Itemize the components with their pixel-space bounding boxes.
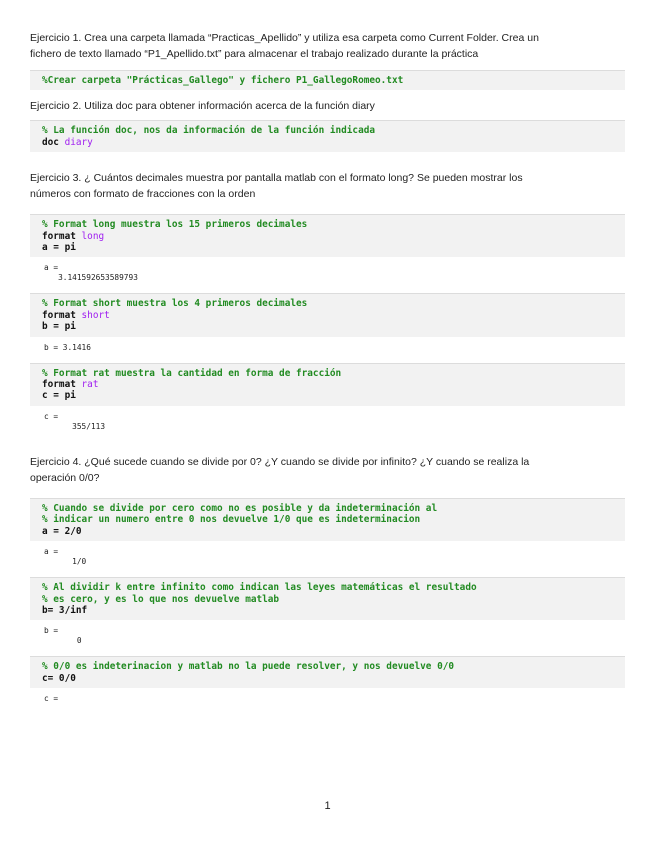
exercise-4-code-zero-zero	[30, 656, 625, 688]
output-line: c =	[44, 694, 59, 704]
code-argument: long	[81, 230, 105, 242]
exercise-1-line-1: Ejercicio 1. Crea una carpeta llamada “Practicas_Apellido” y utiliza esa carpeta como Current Folder. Crea un	[30, 32, 539, 44]
code-command: format	[42, 379, 76, 391]
output-line: 355/113	[44, 421, 106, 431]
code-command: doc	[42, 136, 59, 148]
code-comment: % La función doc, nos da información de la función indicada	[42, 125, 376, 137]
code-comment: % 0/0 es indeterinacion y matlab no la puede resolver, y nos devuelve 0/0	[42, 661, 455, 673]
exercise-3-code-long	[30, 214, 625, 257]
exercise-1-line-2: fichero de texto llamado “P1_Apellido.txt” para almacenar el trabajo realizado durante la práctica	[30, 48, 479, 60]
exercise-3-line-1: Ejercicio 3. ¿ Cuántos decimales muestra por pantalla matlab con el formato long? Se pueden mostrar los	[30, 172, 523, 185]
code-comment: % Format long muestra los 15 primeros decimales	[42, 219, 308, 231]
exercise-4-line-2: operación 0/0?	[30, 471, 100, 484]
code-comment: % Format rat muestra la cantidad en forma de fracción	[42, 367, 342, 379]
output-line: a =	[44, 263, 59, 273]
exercise-2-text: Ejercicio 2. Utiliza doc para obtener información acerca de la función diary	[30, 100, 375, 113]
output-line: b =	[44, 626, 59, 636]
exercise-4-output-div-zero	[44, 547, 625, 567]
output-line: 0	[44, 636, 82, 646]
code-comment: % Cuando se divide por cero como no es posible y da indeterminación al	[42, 502, 438, 514]
exercise-3-code-rat	[30, 363, 625, 406]
output-line: 1/0	[44, 557, 87, 567]
exercise-4-line-1: Ejercicio 4. ¿Qué sucede cuando se divide por 0? ¿Y cuando se divide por infinito? ¿Y cuando se realiza la	[30, 455, 530, 468]
output-line: c =	[44, 411, 59, 421]
code-comment: % es cero, y es lo que nos devuelve matlab	[42, 593, 280, 605]
code-comment: % Format short muestra los 4 primeros decimales	[42, 298, 308, 310]
code-assignment: b= 3/inf	[42, 604, 88, 616]
exercise-4-code-div-zero	[30, 498, 625, 541]
output-line: a =	[44, 547, 59, 557]
code-assignment: c = pi	[42, 390, 76, 402]
exercise-2-code	[30, 120, 625, 152]
code-assignment: c= 0/0	[42, 672, 76, 684]
exercise-3-output-rat	[44, 412, 625, 432]
exercise-3-output-short	[44, 343, 625, 353]
output-line: 3.141592653589793	[44, 273, 138, 283]
exercise-1-text	[30, 30, 625, 62]
code-assignment: a = 2/0	[42, 525, 82, 537]
exercise-3-text	[30, 170, 625, 202]
exercise-1-code	[30, 70, 625, 90]
code-comment: %Crear carpeta "Prácticas_Gallego" y fichero P1_GallegoRomeo.txt	[42, 75, 404, 86]
exercise-3-code-short	[30, 293, 625, 336]
output-line: b = 3.1416	[44, 342, 91, 352]
code-argument: short	[81, 309, 110, 321]
code-command: format	[42, 309, 76, 321]
document-page	[30, 30, 625, 714]
exercise-4-output-zero-zero	[44, 694, 625, 704]
code-argument: diary	[64, 136, 93, 148]
code-argument: rat	[81, 379, 99, 391]
code-assignment: b = pi	[42, 321, 76, 333]
code-comment: % Al dividir k entre infinito como indican las leyes matemáticas el resultado	[42, 582, 477, 594]
code-assignment: a = pi	[42, 242, 76, 254]
exercise-4-output-div-inf	[44, 626, 625, 646]
code-comment: % indicar un numero entre 0 nos devuelve 1/0 que es indeterminacion	[42, 514, 421, 526]
page-number: 1	[324, 800, 331, 812]
exercise-3-line-2: números con formato de fracciones con la orden	[30, 188, 256, 201]
exercise-3-output-long	[44, 263, 625, 283]
code-command: format	[42, 230, 76, 242]
exercise-4-text	[30, 454, 625, 486]
exercise-4-code-div-inf	[30, 577, 625, 620]
